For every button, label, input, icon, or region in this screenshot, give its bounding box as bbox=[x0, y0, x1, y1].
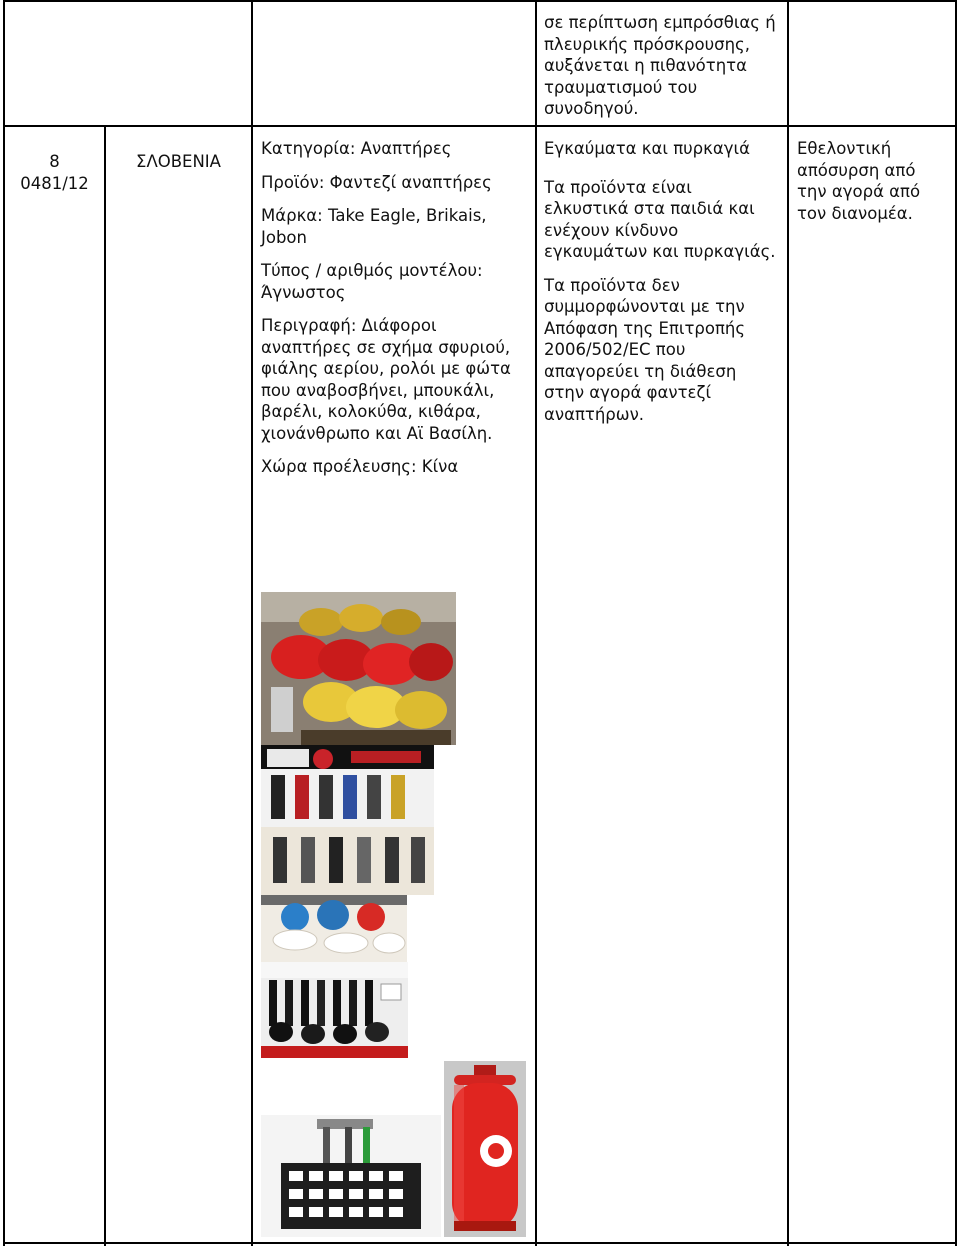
risk-cell bbox=[544, 138, 779, 437]
risk-paragraph-2: Τα προϊόντα δεν συμμορφώνονται με την Απόφαση της Επιτροπής 2006/502/EC που απαγορεύει τη διάθεση στην αγορά φαντεζί αναπτήρων. bbox=[544, 275, 746, 424]
table-border-top bbox=[3, 0, 957, 2]
table-column-divider-4 bbox=[787, 0, 789, 1246]
product-model: Τύπος / αριθμός μοντέλου: Άγνωστος bbox=[261, 261, 483, 302]
red-gas-tank-lighter-photo bbox=[444, 1061, 526, 1237]
risk-title: Εγκαύματα και πυρκαγιά bbox=[544, 139, 750, 158]
jobon-oil-lighter-display-photo bbox=[261, 745, 434, 895]
country-cell: ΣΛΟΒΕΝΙΑ bbox=[136, 152, 221, 171]
row-reference: 0481/12 bbox=[20, 174, 89, 193]
row-number: 8 bbox=[49, 152, 60, 171]
gas-bottle-lighters-photo bbox=[261, 895, 407, 962]
table-column-divider-3 bbox=[535, 0, 537, 1246]
table-column-divider-1 bbox=[104, 126, 106, 1246]
hammer-lighters-photo bbox=[261, 1115, 441, 1237]
product-origin: Χώρα προέλευσης: Κίνα bbox=[261, 457, 459, 476]
table-border-bottom bbox=[3, 1242, 957, 1244]
product-category: Κατηγορία: Αναπτήρες bbox=[261, 139, 452, 158]
guitar-lighters-photo bbox=[261, 962, 408, 1058]
table-border-right bbox=[955, 0, 957, 1246]
product-cell bbox=[261, 138, 523, 490]
barrel-lighters-photo bbox=[261, 592, 456, 745]
measures-cell: Εθελοντική απόσυρση από την αγορά από τον διανομέα. bbox=[797, 139, 921, 223]
risk-paragraph-1: Τα προϊόντα είναι ελκυστικά στα παιδιά και ενέχουν κίνδυνο εγκαυμάτων και πυρκαγιάς. bbox=[544, 177, 776, 261]
product-name: Προϊόν: Φαντεζί αναπτήρες bbox=[261, 172, 492, 192]
previous-row-risk-text: σε περίπτωση εμπρόσθιας ή πλευρικής πρόσκρουσης, αυξάνεται η πιθανότητα τραυματισμού του συνοδηγού. bbox=[544, 13, 776, 118]
product-brand: Μάρκα: Take Eagle, Brikais, Jobon bbox=[261, 206, 487, 247]
product-description: Περιγραφή: Διάφοροι αναπτήρες σε σχήμα σφυριού, φιάλης αερίου, ρολόι με φώτα που αναβοσβήνει, μπουκάλι, βαρέλι, κολοκύθα, κιθάρα, χιονάνθρωπο και Αϊ Βασίλη. bbox=[261, 316, 511, 443]
table-row-divider bbox=[3, 125, 957, 127]
table-column-divider-2 bbox=[251, 0, 253, 1246]
